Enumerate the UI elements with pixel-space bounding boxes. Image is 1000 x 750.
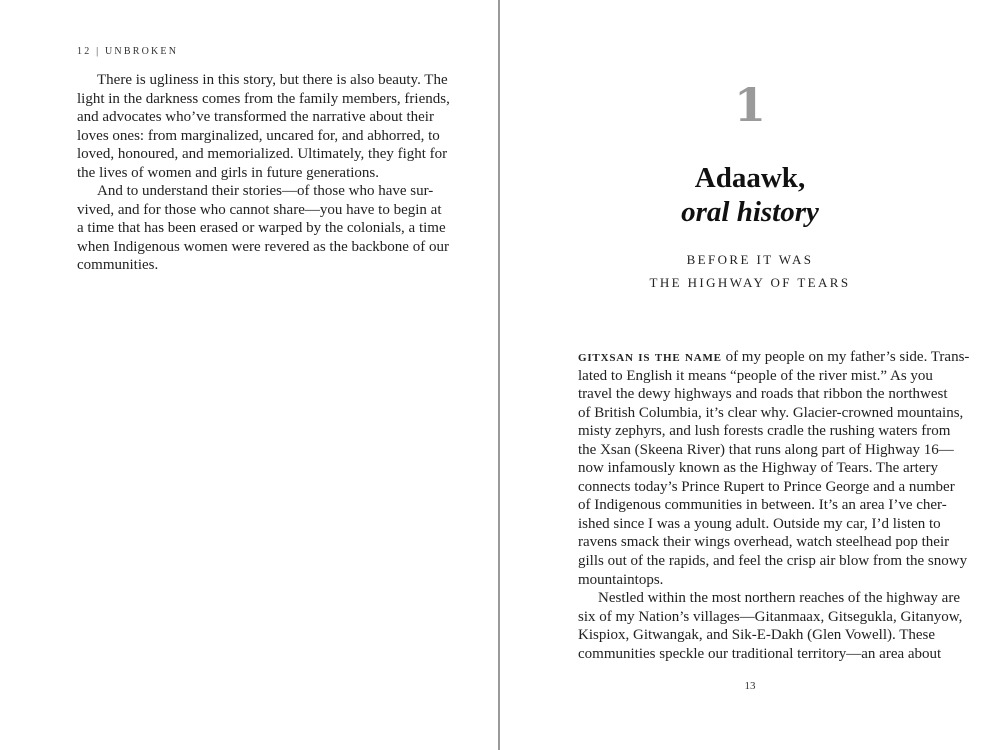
text-line: travel the dewy highways and roads that ribbon the northwest <box>578 386 948 403</box>
text-line: connects today’s Prince Rupert to Prince George and a number <box>578 478 955 495</box>
text-line: vived, and for those who cannot share—you have to begin at <box>77 201 442 218</box>
text-line: ished since I was a young adult. Outside my car, I’d listen to <box>578 515 941 532</box>
text-line: now infamously known as the Highway of Tears. The artery <box>578 460 938 477</box>
text-line: mountaintops. <box>578 571 664 588</box>
page-number: 13 <box>744 680 756 692</box>
text-line: six of my Nation’s villages—Gitanmaax, Gitsegukla, Gitanyow, <box>578 608 963 625</box>
text-line: of British Columbia, it’s clear why. Glacier-crowned mountains, <box>578 404 964 421</box>
text-line: and advocates who’ve transformed the narrative about their <box>77 109 434 126</box>
text-line: of Indigenous communities in between. It’s an area I’ve cher- <box>578 497 947 514</box>
text-line: the Xsan (Skeena River) that runs along part of Highway 16— <box>578 441 954 458</box>
chapter-subtitle: THE HIGHWAY OF TEARS <box>649 275 851 290</box>
text-line: ravens smack their wings overhead, watch steelhead pop their <box>578 534 950 551</box>
body-text <box>77 71 450 275</box>
text-line: misty zephyrs, and lush forests cradle the rushing waters from <box>578 423 951 440</box>
text-line: a time that has been erased or warped by the colonials, a time <box>77 220 446 237</box>
body-text <box>578 348 970 663</box>
text-line: when Indigenous women were revered as the backbone of our <box>77 238 449 255</box>
chapter-title-italic: oral history <box>681 196 819 228</box>
text-line: loved, honoured, and memorialized. Ultimately, they fight for <box>77 146 448 163</box>
chapter-number: 1 <box>733 78 766 132</box>
text-line: Nestled within the most northern reaches of the highway are <box>598 590 960 607</box>
chapter-title: Adaawk, <box>694 162 806 194</box>
text-line: lated to English it means “people of the river mist.” As you <box>578 367 933 384</box>
text-line: There is ugliness in this story, but there is also beauty. The <box>97 72 448 88</box>
text-line: the lives of women and girls in future generations. <box>77 164 380 181</box>
text-line <box>578 348 970 367</box>
text-line: light in the darkness comes from the family members, friends, <box>77 90 450 107</box>
text-line: loves ones: from marginalized, uncared for, and abhorred, to <box>77 127 440 144</box>
text-line: Kispiox, Gitwangak, and Sik-E-Dakh (Glen Vowell). These <box>578 627 936 644</box>
text-line-rest: of my people on my father’s side. Trans- <box>721 349 970 365</box>
text-line: And to understand their stories—of those who have sur- <box>97 183 434 200</box>
running-header: 12 | UNBROKEN <box>77 46 179 57</box>
lead-in-small-caps: gitxsan is the name <box>578 349 722 365</box>
text-line: gills out of the rapids, and feel the crisp air blow from the snowy <box>578 553 968 570</box>
text-line: communities. <box>77 257 159 274</box>
chapter-subtitle: BEFORE IT WAS <box>686 252 814 267</box>
text-line: communities speckle our traditional territory—an area about <box>578 645 942 662</box>
right-page <box>500 0 1000 750</box>
left-page <box>0 0 498 750</box>
